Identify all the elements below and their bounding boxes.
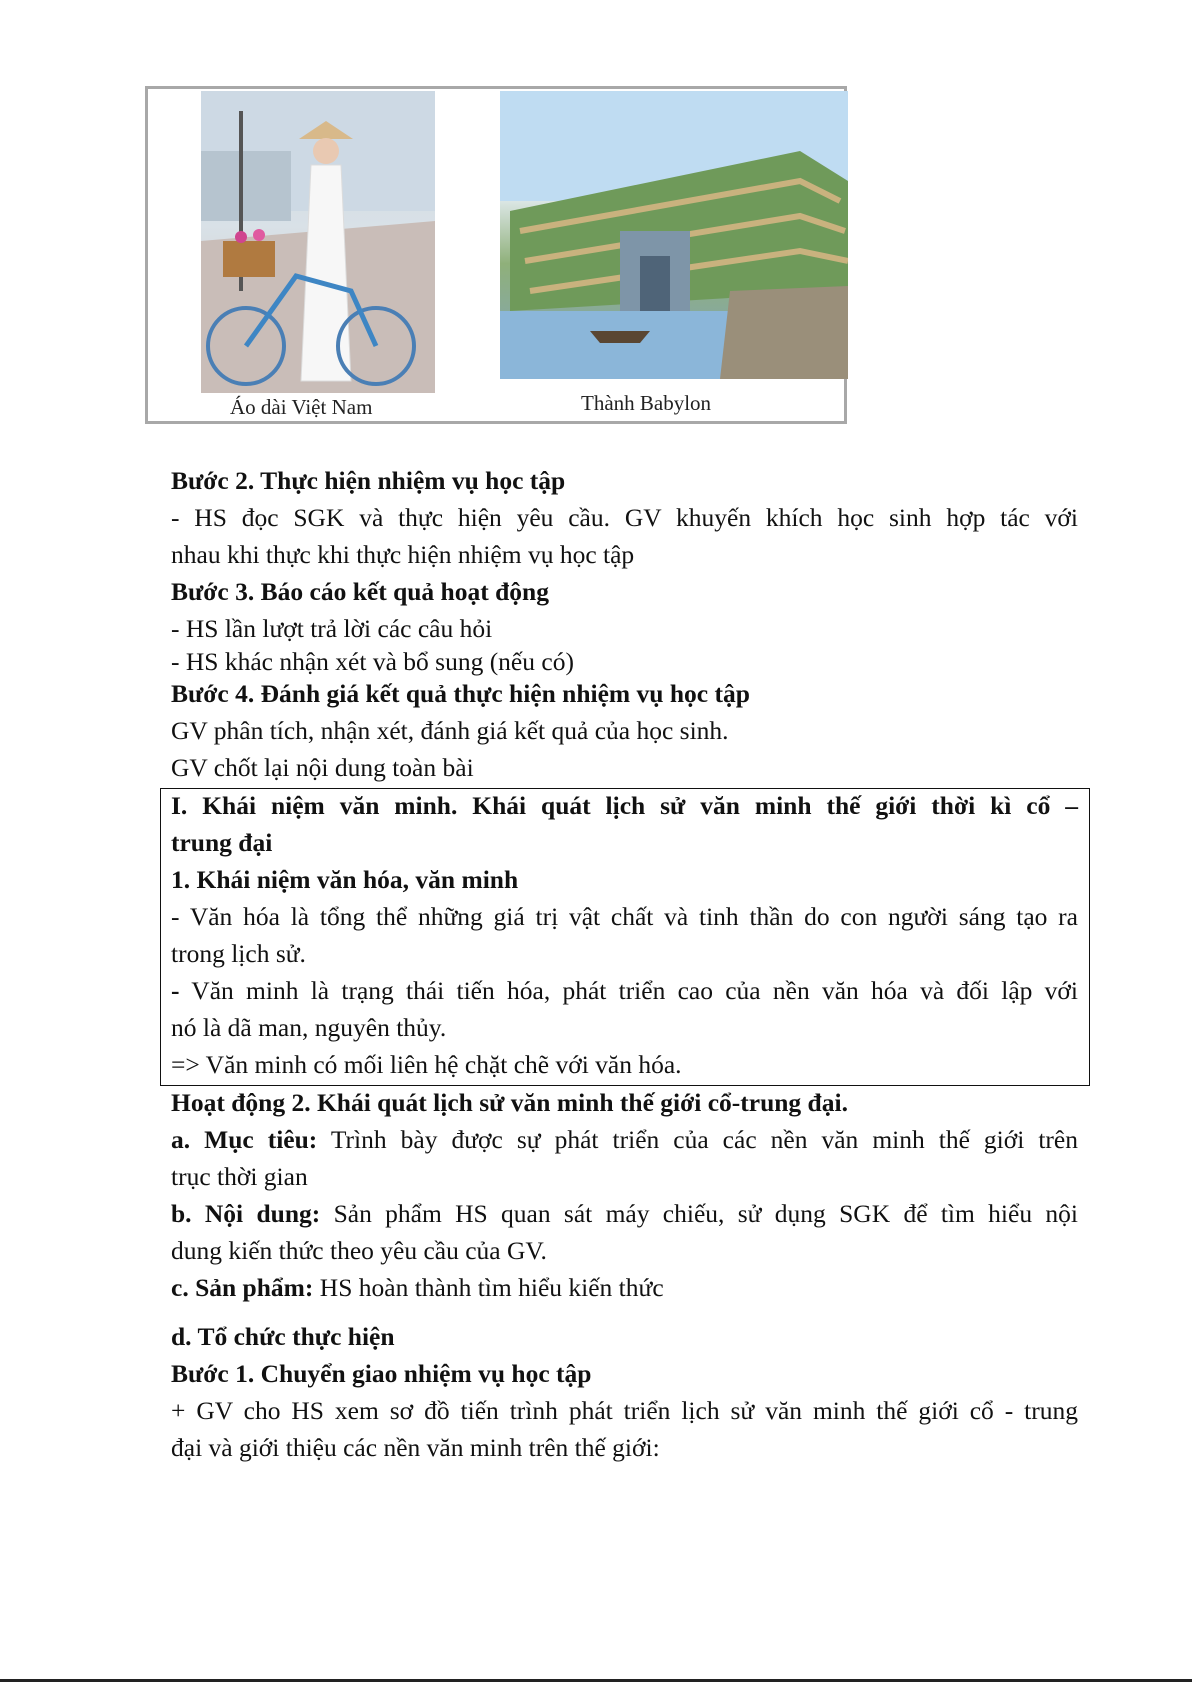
culture-line2: trong lịch sử. bbox=[171, 939, 306, 968]
image-figure bbox=[145, 86, 847, 424]
civilization-text: Văn minh là trạng thái tiến hóa, phát triển cao của nền văn hóa và đối lập với bbox=[179, 976, 1078, 1005]
content-line2: dung kiến thức theo yêu cầu của GV. bbox=[171, 1236, 547, 1265]
caption-babylon: Thành Babylon bbox=[581, 391, 712, 415]
product-text: HS hoàn thành tìm hiểu kiến thức bbox=[313, 1273, 664, 1302]
organization-heading: d. Tổ chức thực hiện bbox=[171, 1322, 395, 1351]
content-text: Sản phẩm HS quan sát máy chiếu, sử dụng SGK để tìm hiểu nội bbox=[320, 1199, 1078, 1228]
step1-line2: đại và giới thiệu các nền văn minh trên thế giới: bbox=[171, 1433, 660, 1462]
step1-line1: + GV cho HS xem sơ đồ tiến trình phát triển lịch sử văn minh thế giới cổ - trung bbox=[171, 1396, 1078, 1425]
content-label: b. Nội dung: bbox=[171, 1199, 321, 1228]
box-subtitle: 1. Khái niệm văn hóa, văn minh bbox=[171, 865, 519, 894]
civilization-dash: - bbox=[171, 976, 180, 1005]
product-label: c. Sản phẩm: bbox=[171, 1273, 314, 1302]
step4-line1: GV phân tích, nhận xét, đánh giá kết quả của học sinh. bbox=[171, 716, 729, 745]
civilization-line2: nó là dã man, nguyên thủy. bbox=[171, 1013, 447, 1042]
step2-line2: nhau khi thực khi thực hiện nhiệm vụ học tập bbox=[171, 540, 635, 569]
step2-line1: - HS đọc SGK và thực hiện yêu cầu. GV khuyến khích học sinh hợp tác với bbox=[171, 503, 1078, 532]
page-bottom-rule bbox=[0, 1679, 1192, 1682]
ao-dai-photo bbox=[201, 91, 435, 393]
babylon-painting bbox=[500, 91, 848, 379]
step3-line2: - HS khác nhận xét và bổ sung (nếu có) bbox=[171, 647, 574, 676]
caption-ao-dai: Áo dài Việt Nam bbox=[230, 395, 373, 419]
goal-label: a. Mục tiêu: bbox=[171, 1125, 318, 1154]
step3-heading: Bước 3. Báo cáo kết quả hoạt động bbox=[171, 577, 549, 606]
goal-line1 bbox=[171, 1121, 1078, 1158]
step2-heading: Bước 2. Thực hiện nhiệm vụ học tập bbox=[171, 466, 566, 495]
goal-line2: trục thời gian bbox=[171, 1162, 308, 1191]
box-title-line1: I. Khái niệm văn minh. Khái quát lịch sử văn minh thế giới thời kì cổ – bbox=[171, 791, 1078, 820]
civilization-line1 bbox=[171, 972, 1078, 1009]
activity2-heading: Hoạt động 2. Khái quát lịch sử văn minh thế giới cổ-trung đại. bbox=[171, 1088, 848, 1117]
step4-line2: GV chốt lại nội dung toàn bài bbox=[171, 753, 474, 782]
step4-heading: Bước 4. Đánh giá kết quả thực hiện nhiệm vụ học tập bbox=[171, 679, 750, 708]
conclusion-line: => Văn minh có mối liên hệ chặt chẽ với văn hóa. bbox=[171, 1050, 682, 1079]
step3-line1: - HS lần lượt trả lời các câu hỏi bbox=[171, 614, 493, 643]
content-line1 bbox=[171, 1195, 1078, 1232]
goal-text: Trình bày được sự phát triển của các nền văn minh thế giới trên bbox=[317, 1125, 1078, 1154]
culture-line1: - Văn hóa là tổng thể những giá trị vật chất và tinh thần do con người sáng tạo ra bbox=[171, 902, 1078, 931]
box-title-line2: trung đại bbox=[171, 828, 273, 857]
product-line bbox=[171, 1269, 664, 1306]
step1-heading: Bước 1. Chuyển giao nhiệm vụ học tập bbox=[171, 1359, 592, 1388]
